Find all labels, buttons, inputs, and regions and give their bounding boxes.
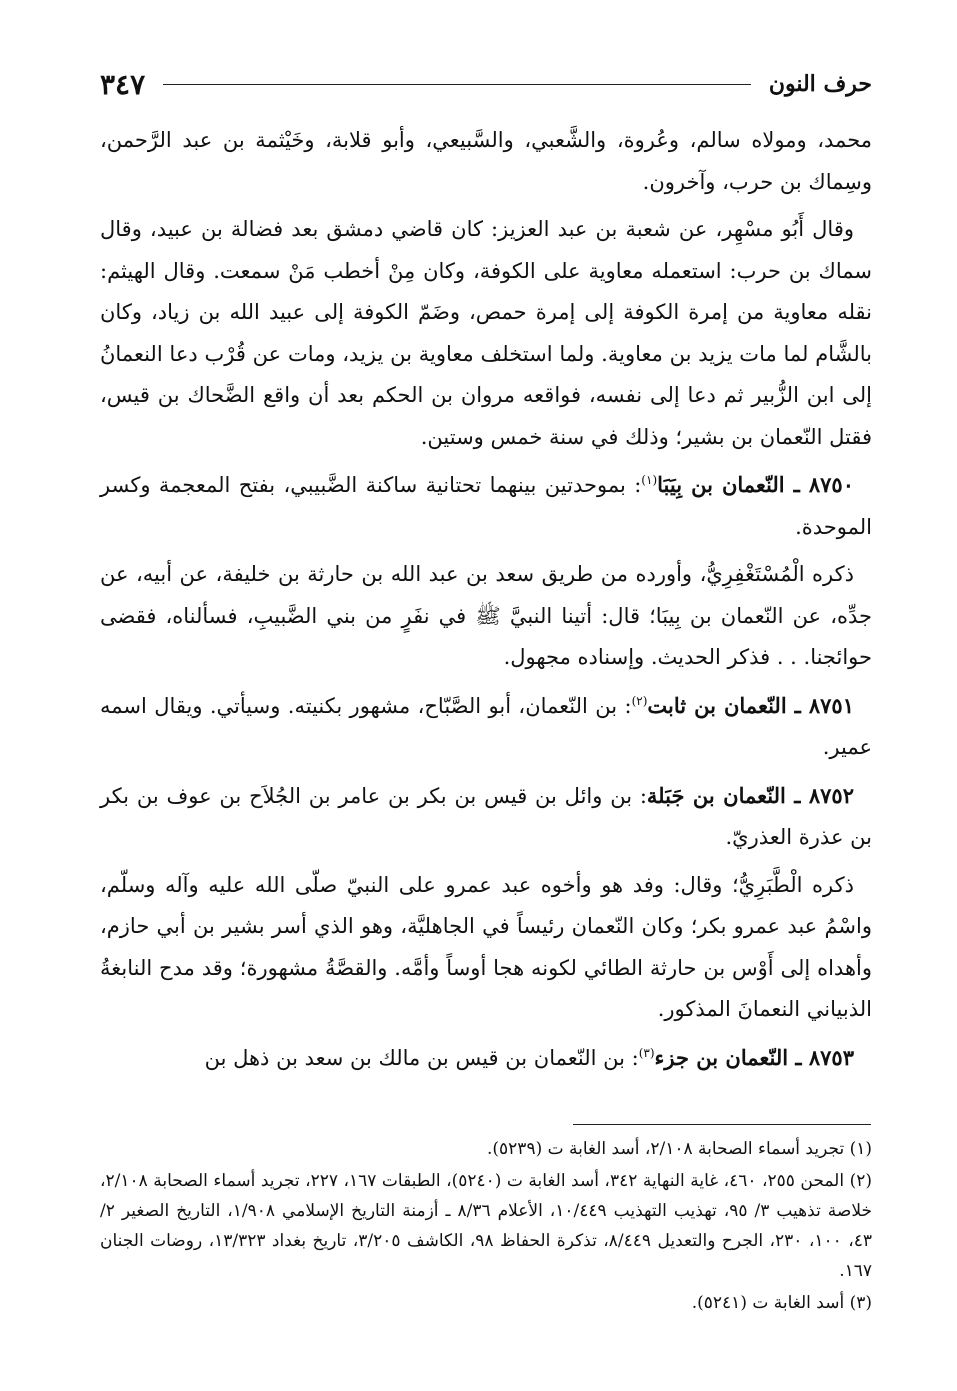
footnotes: [100, 1134, 872, 1320]
footnote-ref: (١): [641, 473, 658, 487]
footnote-2: (٢) المحن ٢٥٥، ٤٦٠، غاية النهاية ٣٤٢، أسد الغابة ت (٥٢٤٠)، الطبقات ١٦٧، ٢٢٧، تجريد أسماء الصحابة ٢/١٠٨، خلاصة تذهيب ٣/ ٩٥، تهذيب التهذيب ١٠/٤٤٩، الأعلام ٨/٣٦ ـ أزمنة التاريخ الإسلامي ١/٩٠٨، التاريخ الصغير ٢/ ٤٣، ١٠٠، ٢٣٠، الجرح والتعديل ٨/٤٤٩، تذكرة الحفاظ ٩٨، الكاشف ٣/٢٠٥، تاريخ بغداد ١٣/٣٢٣، روضات الجنان ١٦٧.: [100, 1171, 872, 1281]
entry-heading: ٨٧٥١ ـ النّعمان بن ثابت: [647, 692, 854, 718]
header-rule: [163, 84, 751, 85]
paragraph: [100, 865, 872, 1031]
entry-text: : بن النّعمان، أبو الصَّبّاح، مشهور بكنيته. وسيأتي. ويقال اسمه عمير.: [100, 693, 872, 759]
entry-8750: [100, 464, 872, 548]
paragraph: [100, 120, 872, 203]
footnote-3: (٣) أسد الغابة ت (٥٢٤١).: [691, 1293, 872, 1313]
paragraph: [100, 209, 872, 458]
paragraph-text: محمد، ومولاه سالم، وعُروة، والشَّعبي، والسَّبيعي، وأبو قلابة، وخَيْثمة بن عبد الرَّحمن، وسِماك بن حرب، وآخرون.: [100, 128, 872, 194]
entry-8753: [100, 1037, 872, 1080]
entry-8751: [100, 685, 872, 769]
footnote-separator: [573, 1124, 871, 1125]
paragraph-text: وقال أَبُو مسْهِر، عن شعبة بن عبد العزيز: كان قاضي دمشق بعد فضالة بن عبيد، وقال سماك بن حرب: استعمله معاوية على الكوفة، وكان مِنْ أخطب مَنْ سمعت. وقال الهيثم: نقله معاوية من إمرة الكوفة إلى إمرة حمص، وضَمّ الكوفة إلى عبيد الله بن زياد، وكان بالشَّام لما مات يزيد بن معاوية. ولما استخلف معاوية بن يزيد، ومات عن قُرْب دعا النعمانُ إلى ابن الزُّبير ثم دعا إلى نفسه، فواقعه مروان بن الحكم بعد أن واقع الضَّحاك بن قيس، فقتل النّعمان بن بشير؛ وذلك في سنة خمس وستين.: [100, 217, 872, 449]
entry-text: : بن وائل بن قيس بن بكر بن عامر بن الجُلاَح بن عوف بن بكر بن عذرة العذريّ.: [100, 783, 872, 849]
paragraph-text: ذكره الْطَّبَرِيُّ؛ وقال: وفد هو وأخوه عبد عمرو على النبيّ صلّى الله عليه وآله وسلّم، واسْمُ عبد عمرو بكر؛ وكان النّعمان رئيساً في الجاهليَّة، وهو الذي أسر بشير بن أبي حازم، وأهداه إلى أَوْس بن حارثة الطائي لكونه هجا أوساً وأمَّه. والقصَّةُ مشهورة؛ وقد مدح النابغةُ الذبياني النعمانَ المذكور.: [100, 872, 872, 1021]
entry-text: : بن النّعمان بن قيس بن مالك بن سعد بن ذهل بن: [204, 1045, 639, 1070]
entry-text: : بموحدتين بينهما تحتانية ساكنة الضَّبيبي، بفتح المعجمة وكسر الموحدة.: [100, 473, 872, 539]
footnote-1: (١) تجريد أسماء الصحابة ٢/١٠٨، أسد الغابة ت (٥٢٣٩).: [487, 1139, 872, 1159]
footnote-ref: (٣): [638, 1045, 655, 1060]
page-number: ٣٤٧: [100, 67, 146, 101]
paragraph-text: ذكره الْمُسْتَغْفِرِيُّ، وأورده من طريق سعد بن عبد الله بن حارثة بن خليفة، عن أبيه، عن جدِّه، عن النّعمان بن بِيبَا؛ قال: أتينا النبيَّ ﷺ في نفَرٍ من بني الضَّبيبِ، فسألناه، فقضى حوائجنا. . . فذكر الحديث. وإسناده مجهول.: [100, 562, 872, 669]
main-text: [100, 120, 872, 1085]
entry-heading: ٨٧٥٠ ـ النّعمان بن بِيَبَا: [657, 472, 854, 497]
entry-heading: ٨٧٥٢ ـ النّعمان بن جَبَلة: [646, 782, 854, 808]
entry-heading: ٨٧٥٣ ـ النّعمان بن جزء: [654, 1044, 854, 1070]
footnote-ref: (٢): [631, 693, 648, 708]
paragraph: [100, 554, 872, 679]
chapter-title: حرف النون: [768, 71, 872, 97]
page-header: [100, 62, 872, 106]
entry-8752: [100, 775, 872, 859]
